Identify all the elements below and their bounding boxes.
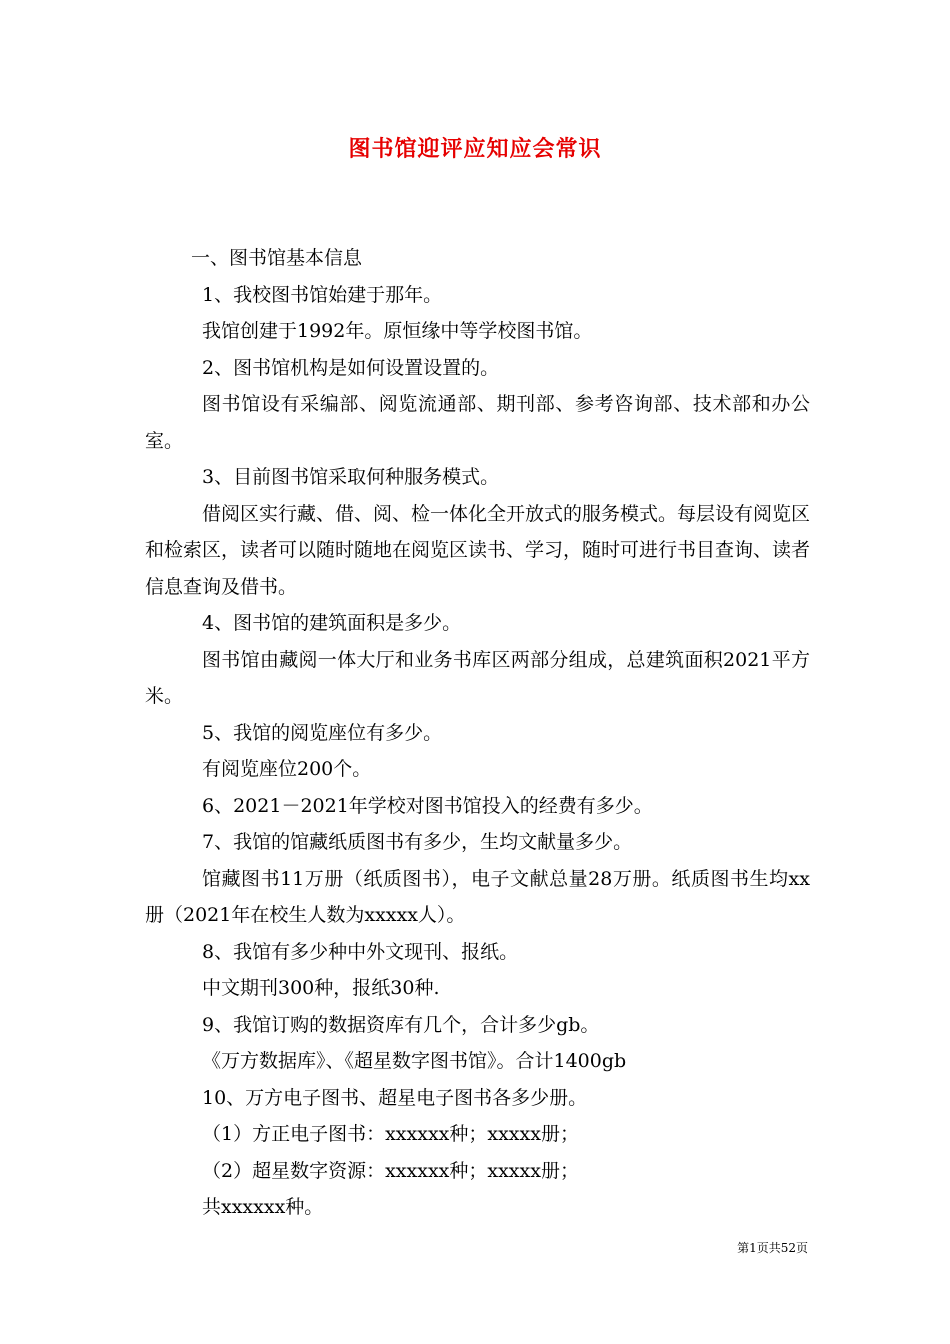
answer-paragraph: 图书馆设有采编部、阅览流通部、期刊部、参考咨询部、技术部和办公室。: [145, 393, 810, 452]
question-paragraph: 5、我馆的阅览座位有多少。: [202, 721, 443, 744]
question-paragraph: 8、我馆有多少种中外文现刊、报纸。: [202, 940, 519, 963]
answer-paragraph: 共xxxxxx种。: [202, 1196, 324, 1218]
answer-paragraph: 中文期刊300种，报纸30种.: [202, 977, 440, 999]
question-paragraph: 1、我校图书馆始建于那年。: [202, 283, 443, 306]
question-paragraph: 3、目前图书馆采取何种服务模式。: [202, 466, 500, 488]
answer-paragraph: （2）超星数字资源：xxxxxx种；xxxxx册；: [202, 1159, 579, 1182]
question-paragraph: 2、图书馆机构是如何设置设置的。: [202, 356, 500, 379]
answer-paragraph: 图书馆由藏阅一体大厅和业务书库区两部分组成，总建筑面积2021平方米。: [145, 648, 810, 707]
page-number: 第1页共52页: [737, 1241, 808, 1255]
answer-paragraph: 馆藏图书11万册（纸质图书），电子文献总量28万册。纸质图书生均xx册（2021年在校生人数为xxxxx人）。: [145, 867, 810, 926]
answer-paragraph: 借阅区实行藏、借、阅、检一体化全开放式的服务模式。每层设有阅览区和检索区，读者可以随时随地在阅览区读书、学习，随时可进行书目查询、读者信息查询及借书。: [145, 502, 811, 598]
answer-paragraph: 有阅览座位200个。: [202, 758, 372, 780]
question-paragraph: 10、万方电子图书、超星电子图书各多少册。: [202, 1086, 588, 1109]
section-heading: 一、图书馆基本信息: [191, 247, 363, 269]
answer-paragraph: 我馆创建于1992年。原恒缘中等学校图书馆。: [202, 320, 593, 342]
document-body: [145, 240, 810, 1226]
question-paragraph: 6、2021－2021年学校对图书馆投入的经费有多少。: [202, 794, 653, 817]
question-paragraph: 9、我馆订购的数据资库有几个，合计多少gb。: [202, 1013, 600, 1036]
answer-paragraph: 《万方数据库》、《超星数字图书馆》。合计1400gb: [202, 1050, 627, 1072]
question-paragraph: 7、我馆的馆藏纸质图书有多少，生均文献量多少。: [202, 831, 633, 853]
question-paragraph: 4、图书馆的建筑面积是多少。: [202, 612, 462, 634]
document-title: 图书馆迎评应知应会常识: [348, 136, 602, 162]
answer-paragraph: （1）方正电子图书：xxxxxx种；xxxxx册；: [202, 1123, 579, 1145]
